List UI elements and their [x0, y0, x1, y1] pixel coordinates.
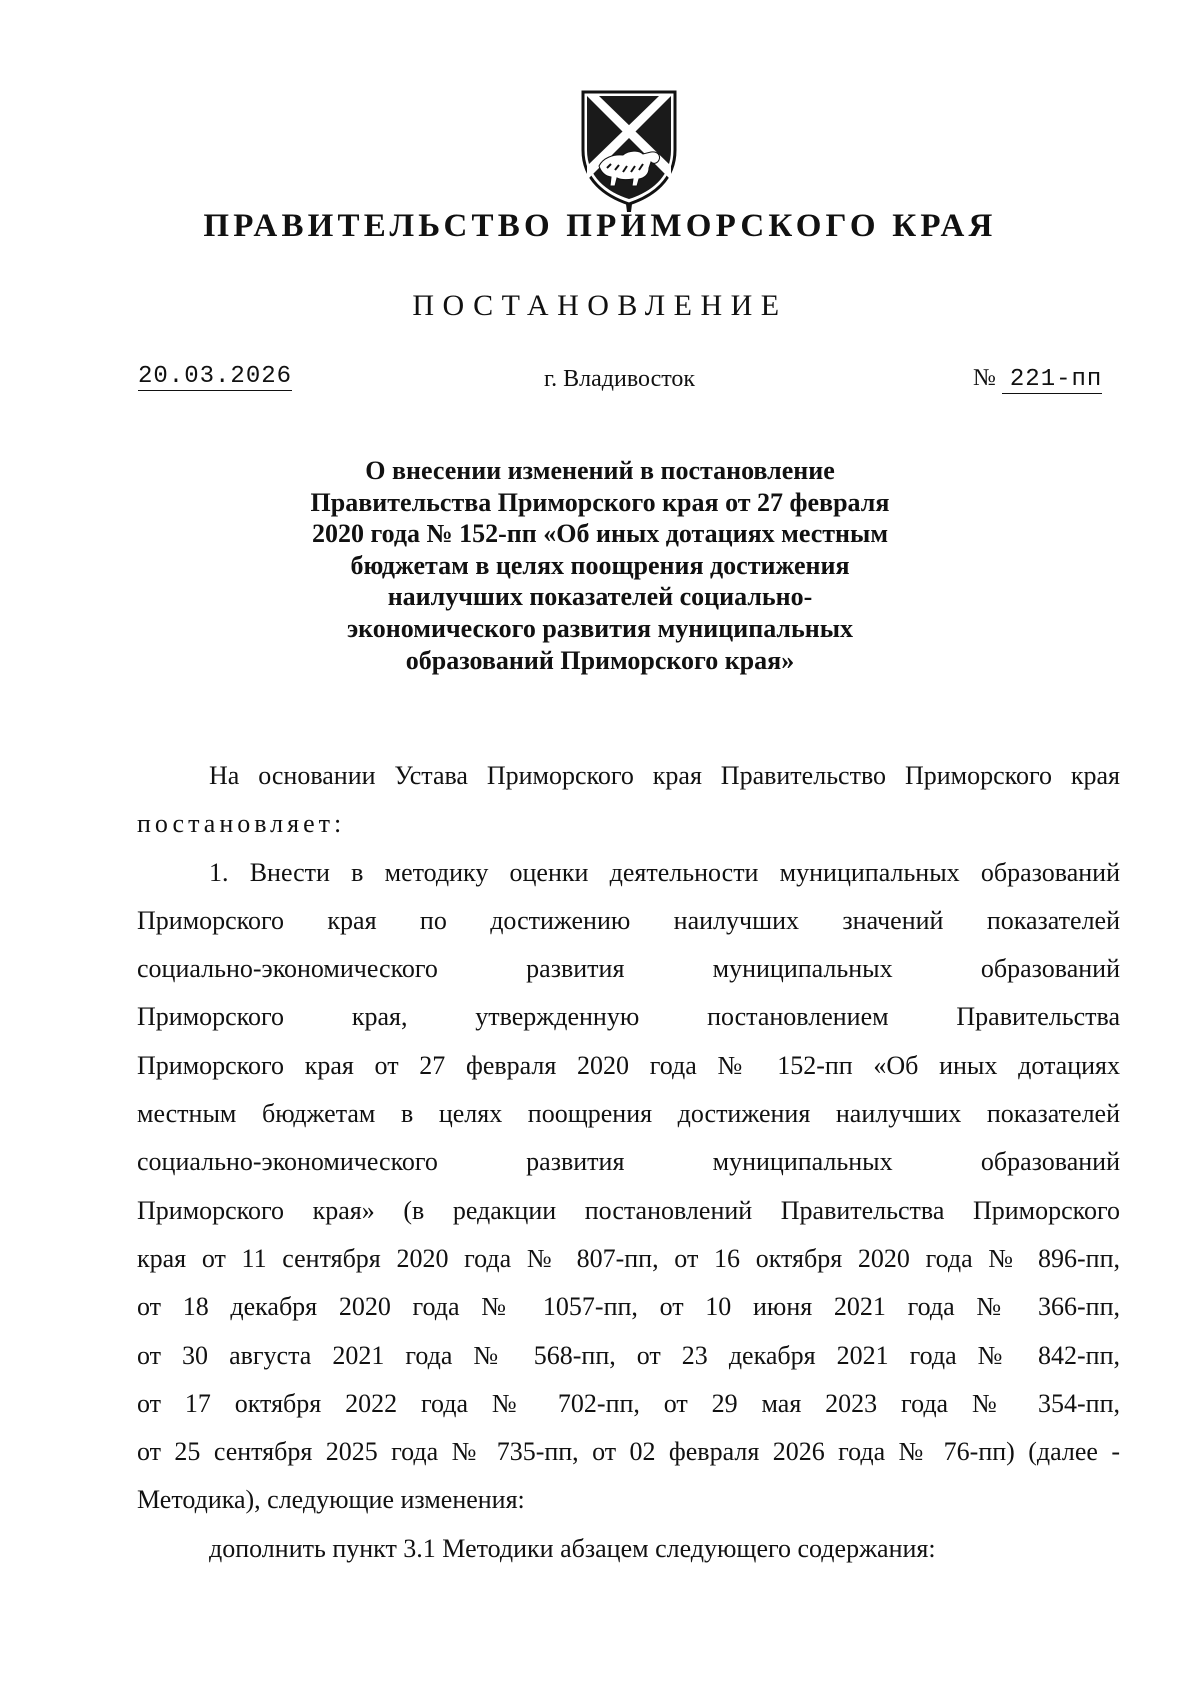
document-type: ПОСТАНОВЛЕНИЕ [412, 289, 788, 322]
document-date: 20.03.2026 [138, 363, 293, 390]
item-1-line: от 25 сентября 2025 года № 735-пп, от 02 февраля 2026 года № 76-пп) (далее - [137, 1437, 1120, 1467]
item-1-line: от 30 августа 2021 года № 568-пп, от 23 декабря 2021 года № 842-пп, [137, 1340, 1120, 1370]
item-1-line: 1. Внести в методику оценки деятельности муниципальных образований [209, 857, 1120, 887]
item-1-line: Приморского края, утвержденную постановлением Правительства [137, 1002, 1120, 1032]
amendment-line: дополнить пункт 3.1 Методики абзацем следующего содержания: [209, 1533, 936, 1563]
subject-line: Правительства Приморского края от 27 февраля [310, 487, 890, 517]
item-1-line: Приморского края по достижению наилучших значений показателей [137, 905, 1120, 935]
subject-line: экономического развития муниципальных [346, 613, 854, 643]
item-1-line: от 17 октября 2022 года № 702-пп, от 29 мая 2023 года № 354-пп, [137, 1388, 1120, 1418]
item-1-line: Приморского края» (в редакции постановлений Правительства Приморского [137, 1195, 1120, 1225]
document-city: г. Владивосток [544, 366, 696, 392]
item-1-line: социально-экономического развития муниципальных образований [137, 954, 1120, 984]
government-title: ПРАВИТЕЛЬСТВО ПРИМОРСКОГО КРАЯ [203, 208, 997, 244]
subject-line: наилучших показателей социально- [387, 582, 813, 612]
subject-line: бюджетам в целях поощрения достижения [350, 550, 850, 580]
document-number: 221-пп [1002, 367, 1102, 394]
subject-line: 2020 года № 152-пп «Об иных дотациях местным [311, 519, 889, 549]
coat-of-arms-icon [577, 88, 681, 214]
item-1-line: местным бюджетам в целях поощрения достижения наилучших показателей [137, 1099, 1120, 1129]
subject-line: О внесении изменений в постановление [365, 456, 835, 485]
item-1-line: Методика), следующие изменения: [137, 1485, 525, 1515]
document-subject [250, 455, 950, 676]
number-sign: № [973, 365, 996, 391]
item-1-line: края от 11 сентября 2020 года № 807-пп, от 16 октября 2020 года № 896-пп, [137, 1243, 1120, 1273]
preamble-resolves: постановляет: [137, 809, 346, 839]
preamble-line: На основании Устава Приморского края Правительство Приморского края [209, 761, 1120, 790]
item-1-line: Приморского края от 27 февраля 2020 года № 152-пп «Об иных дотациях [137, 1050, 1120, 1080]
document-body [137, 752, 1120, 1573]
item-1-line: социально-экономического развития муниципальных образований [137, 1147, 1120, 1177]
document-number-block [973, 365, 1102, 394]
item-1-line: от 18 декабря 2020 года № 1057-пп, от 10 июня 2021 года № 366-пп, [137, 1292, 1120, 1322]
subject-line: образований Приморского края» [405, 645, 795, 675]
